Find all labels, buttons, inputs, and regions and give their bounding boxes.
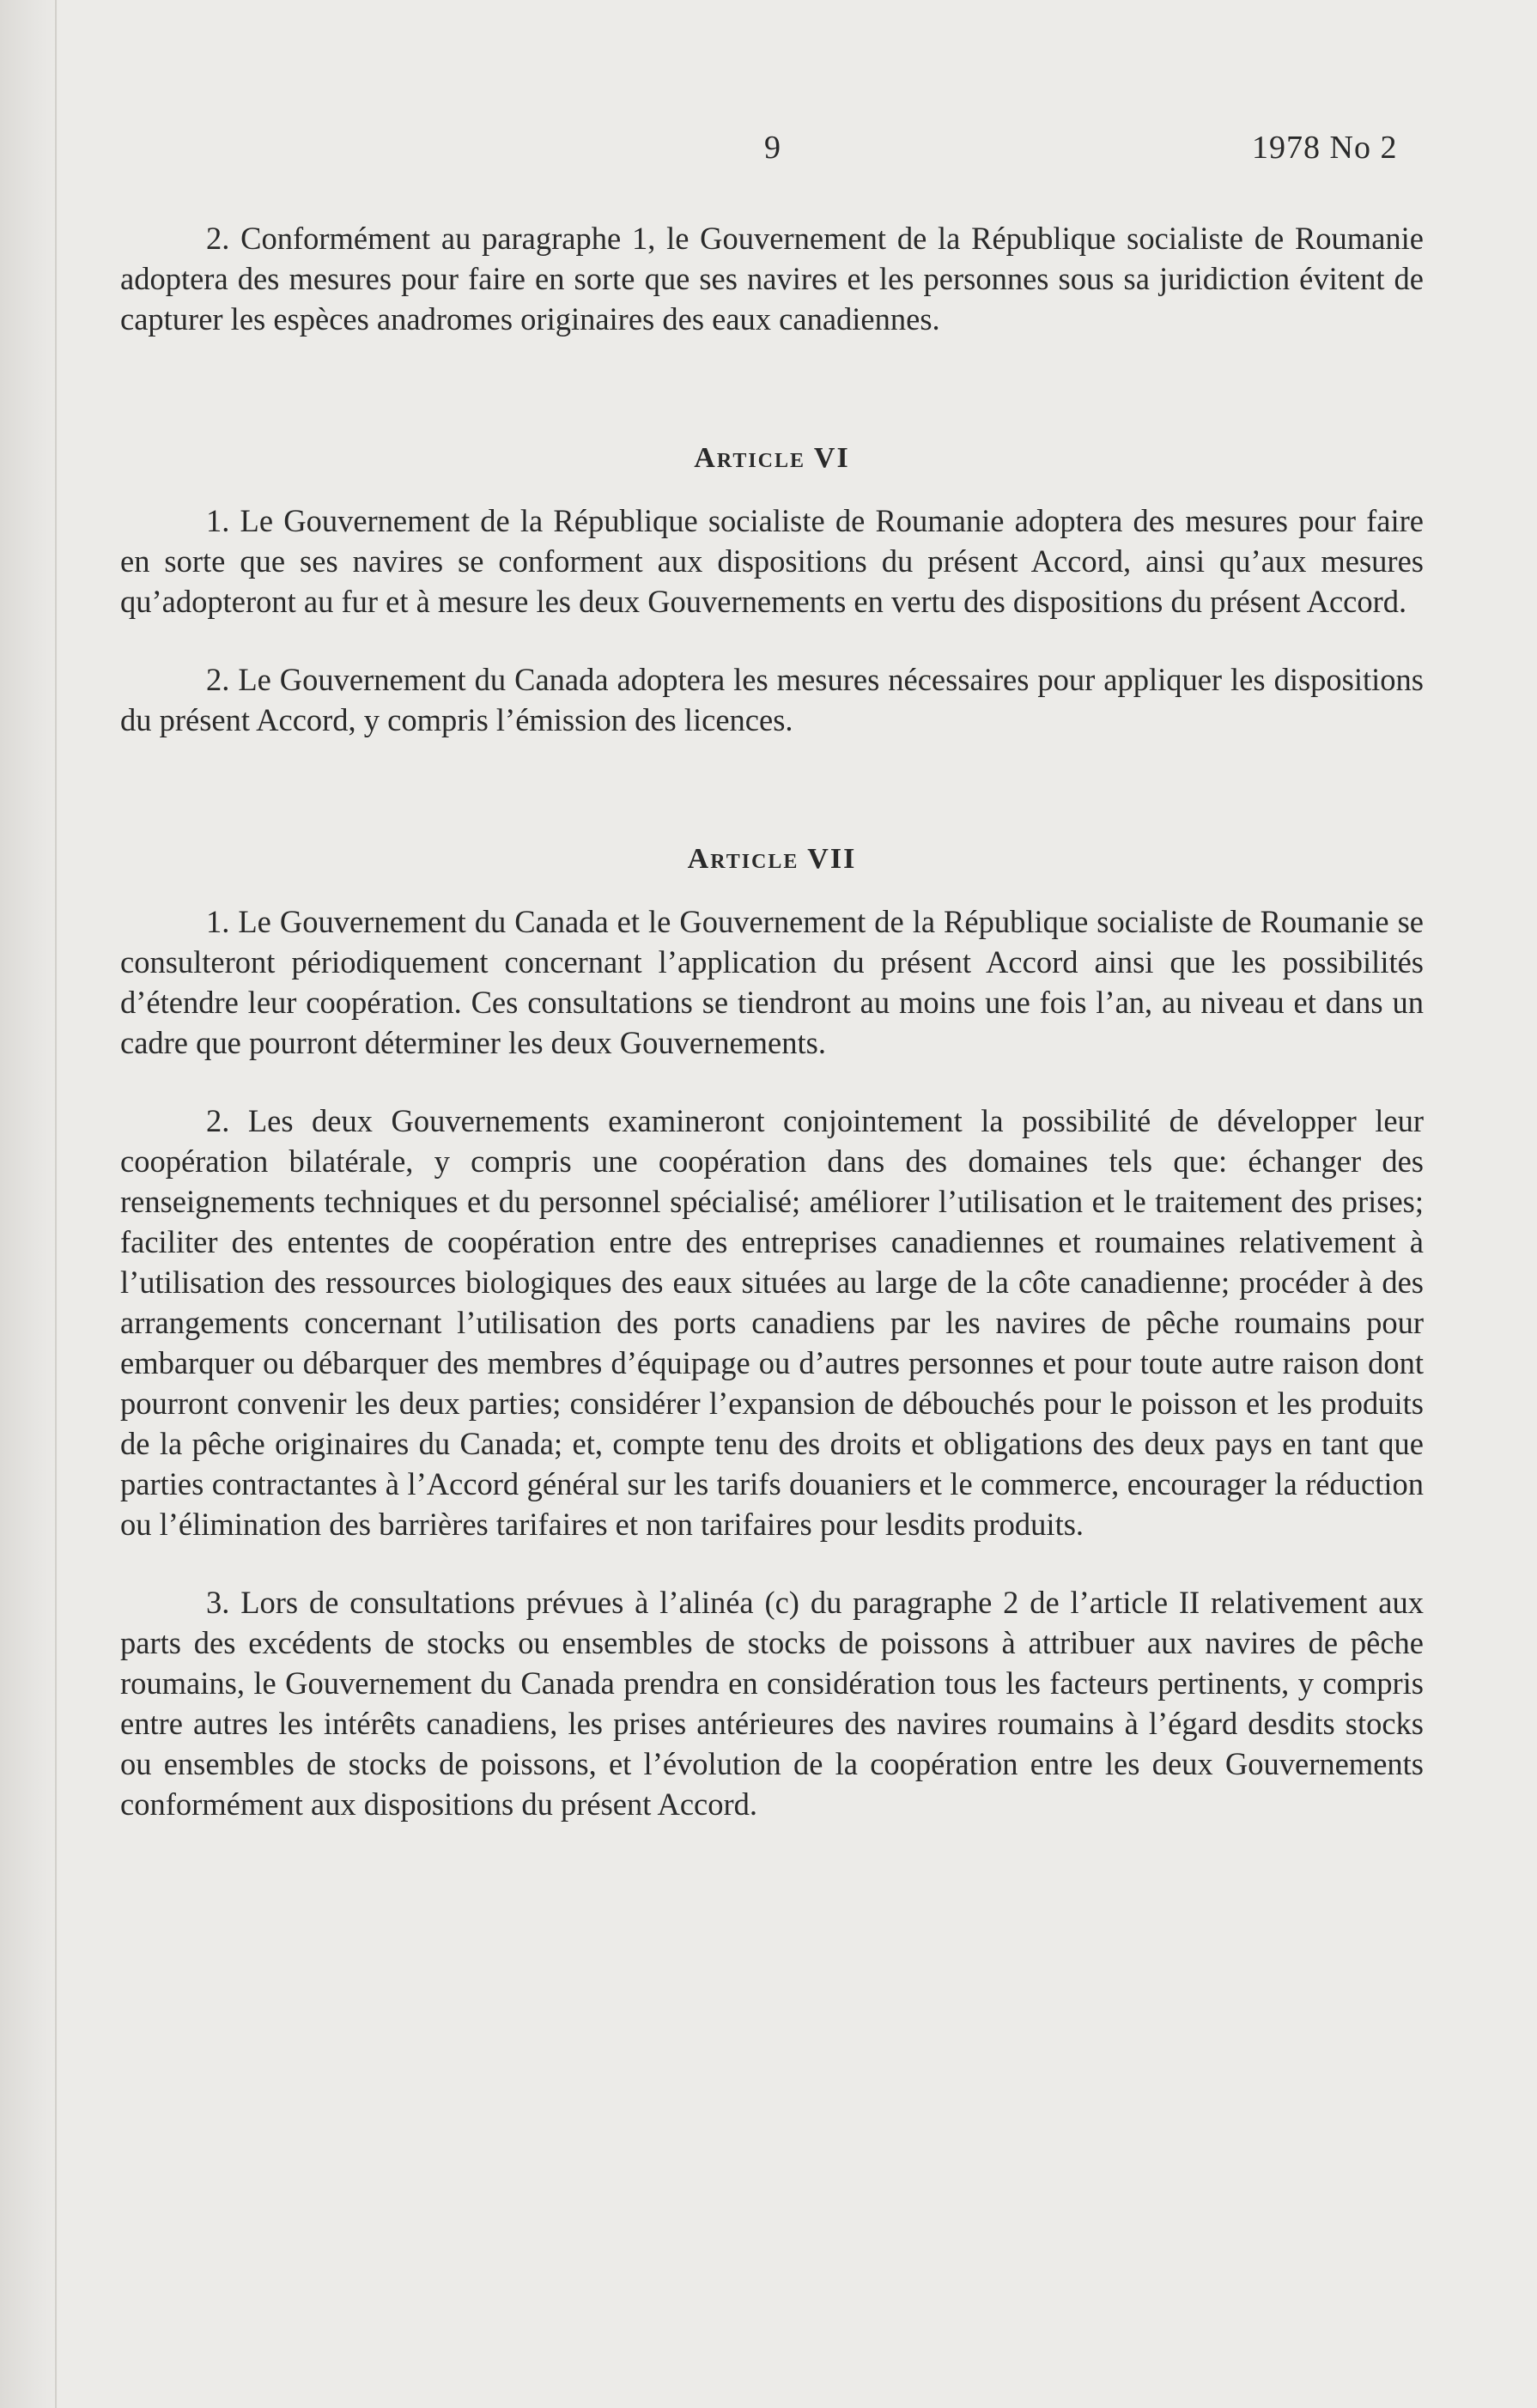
article-vi-paragraph-2: 2. Le Gouvernement du Canada adoptera les mesures nécessaires pour appliquer les dispositions du présent Accord, y compris l’émission des licences.: [120, 662, 1424, 737]
page-binding-shadow: [0, 0, 60, 2408]
article-v-paragraph-2: 2. Conformément au paragraphe 1, le Gouvernement de la République socialiste de Roumanie adoptera des mesures pour faire en sorte que ses navires et les personnes sous sa juridiction évitent de capturer les espèces anadromes originaires des eaux canadiennes.: [120, 221, 1424, 337]
article-vii-paragraph-3: 3. Lors de consultations prévues à l’alinéa (c) du paragraphe 2 de l’article II relativement aux parts des excédents de stocks ou ensembles de stocks de poissons à attribuer aux navires de pêche roumains, le Gouvernement du Canada prendra en considération tous les facteurs pertinents, y compris entre autres les intérêts canadiens, les prises antérieures des navires roumains à l’égard desdits stocks ou ensembles de stocks de poissons, et l’évolution de la coopération entre les deux Gouvernements conformément aux dispositions du présent Accord.: [120, 1585, 1424, 1822]
page-binding-edge: [55, 0, 57, 2408]
article-vii-paragraph-1: 1. Le Gouvernement du Canada et le Gouvernement de la République socialiste de Roumanie se consulteront périodiquement concernant l’application du présent Accord ainsi que les possibilités d’étendre leur coopération. Ces consultations se tiendront au moins une fois l’an, au niveau et dans un cadre que pourront déterminer les deux Gouvernements.: [120, 904, 1424, 1060]
year-and-number: 1978 No 2: [1252, 130, 1398, 166]
article-vi-heading: Article VI: [694, 442, 850, 474]
article-vii-paragraph-2: 2. Les deux Gouvernements examineront conjointement la possibilité de développer leur coopération bilatérale, y compris une coopération dans des domaines tels que: échanger des renseignements techniques et du personnel spécialisé; améliorer l’utilisation et le traitement des prises; faciliter des ententes de coopération entre des entreprises canadiennes et roumaines relativement à l’utilisation des ressources biologiques des eaux situées au large de la côte canadienne; procéder à des arrangements concernant l’utilisation des ports canadiens par les navires de pêche roumains pour embarquer ou débarquer des membres d’équipage ou d’autres personnes et pour toute autre raison dont pourront convenir les deux parties; considérer l’expansion de débouchés pour le poisson et les produits de la pêche originaires du Canada; et, compte tenu des droits et obligations des deux pays en tant que parties contractantes à l’Accord général sur les tarifs douaniers et le commerce, encourager la réduction ou l’élimination des barrières tarifaires et non tarifaires pour lesdits produits.: [120, 1103, 1424, 1542]
page-number: 9: [764, 130, 781, 166]
article-vii-heading: Article VII: [687, 843, 857, 875]
document-body: [120, 218, 1424, 1824]
article-vi-paragraph-1: 1. Le Gouvernement de la République socialiste de Roumanie adoptera des mesures pour faire en sorte que ses navires se conforment aux dispositions du présent Accord, ainsi qu’aux mesures qu’adopteront au fur et à mesure les deux Gouvernements en vertu des dispositions du présent Accord.: [120, 503, 1424, 619]
